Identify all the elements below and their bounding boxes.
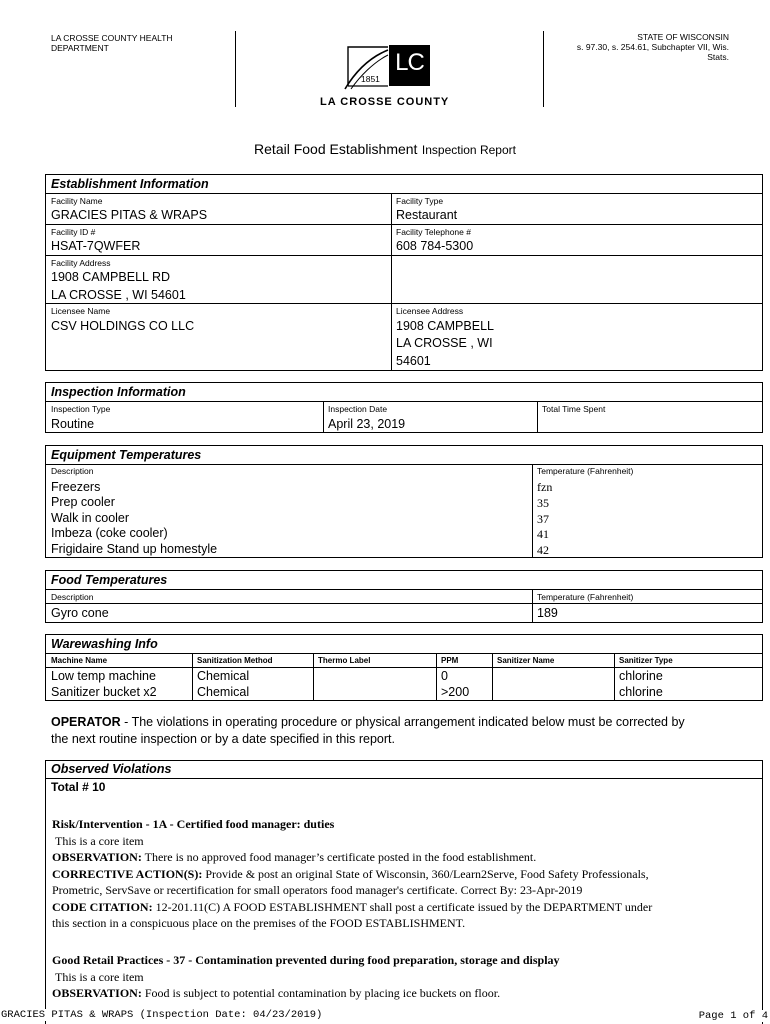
licensee-address-line2: LA CROSSE , WI	[396, 336, 493, 350]
observation-label: OBSERVATION:	[52, 986, 142, 1000]
logo-county-name: LA CROSSE COUNTY	[320, 96, 450, 108]
column-divider	[313, 653, 314, 701]
header-thermo-label: Thermo Label	[318, 656, 371, 665]
facility-phone: 608 784-5300	[396, 239, 474, 253]
equipment-temp: 42	[537, 543, 549, 557]
statute-reference-end: Stats.	[707, 52, 729, 62]
food-temperatures-section	[45, 570, 763, 623]
violation-observation	[52, 849, 757, 866]
facility-address-line1: 1908 CAMPBELL RD	[51, 270, 171, 284]
equipment-temp: 41	[537, 527, 549, 541]
logo-year: 1851	[361, 74, 380, 84]
warewashing-title: Warewashing Info	[51, 637, 158, 651]
column-divider	[492, 653, 493, 701]
violation-corrective-action	[52, 866, 757, 883]
operator-notice	[51, 714, 751, 748]
state-name: STATE OF WISCONSIN	[637, 32, 729, 42]
inspection-type: Routine	[51, 417, 95, 431]
county-logo	[318, 44, 464, 114]
facility-id-label: Facility ID #	[51, 227, 96, 237]
warewash-sanitizer-type: chlorine	[619, 669, 663, 683]
divider	[46, 589, 762, 590]
equipment-desc: Prep cooler	[51, 495, 115, 509]
inspection-date-label: Inspection Date	[328, 404, 388, 414]
licensee-name: CSV HOLDINGS CO LLC	[51, 319, 195, 333]
warewash-ppm: 0	[441, 669, 448, 683]
operator-label: OPERATOR	[51, 715, 121, 729]
header-divider-right	[543, 31, 544, 107]
corrective-action-text-cont: Prometric, ServSave or recertification for small operators food manager's certificate. Correct By: 23-Apr-2019	[52, 883, 583, 897]
department-name-line1: LA CROSSE COUNTY HEALTH	[51, 33, 173, 43]
column-divider	[323, 401, 324, 433]
violations-title: Observed Violations	[51, 762, 172, 776]
equipment-temp: 35	[537, 496, 549, 510]
facility-type: Restaurant	[396, 208, 458, 222]
facility-name: GRACIES PITAS & WRAPS	[51, 208, 208, 222]
food-desc: Gyro cone	[51, 606, 109, 620]
column-divider	[532, 464, 533, 558]
inspection-date: April 23, 2019	[328, 417, 406, 431]
divider	[46, 224, 762, 225]
equipment-desc: Walk in cooler	[51, 511, 130, 525]
column-divider	[532, 589, 533, 623]
establishment-title: Establishment Information	[51, 177, 209, 191]
violations-total: Total # 10	[51, 780, 106, 794]
licensee-name-label: Licensee Name	[51, 306, 111, 316]
equipment-desc: Frigidaire Stand up homestyle	[51, 542, 218, 556]
licensee-address-label: Licensee Address	[396, 306, 464, 316]
column-divider	[436, 653, 437, 701]
facility-address-label: Facility Address	[51, 258, 111, 268]
licensee-address-line3: 54601	[396, 354, 431, 368]
divider	[46, 255, 762, 256]
logo-letters: LC	[395, 49, 424, 76]
divider	[46, 653, 762, 654]
equipment-row	[51, 525, 168, 541]
statute-reference: s. 97.30, s. 254.61, Subchapter VII, Wis.	[576, 42, 729, 52]
equipment-temp: 37	[537, 512, 549, 526]
food-title: Food Temperatures	[51, 573, 168, 587]
corrective-action-text: Provide & post an original State of Wisconsin, 360/Learn2Serve, Food Safety Professionals,	[202, 866, 649, 881]
warewash-machine: Sanitizer bucket x2	[51, 685, 157, 699]
equipment-row	[51, 541, 217, 557]
divider	[46, 401, 762, 402]
violation-item	[52, 816, 757, 932]
observation-text: Food is subject to potential contamination by placing ice buckets on floor.	[141, 986, 501, 1000]
footer-page-number: Page 1 of 4	[698, 1010, 768, 1022]
column-divider	[537, 401, 538, 433]
corrective-action-label: CORRECTIVE ACTION(S):	[52, 866, 203, 881]
violation-code-citation	[52, 899, 757, 916]
equipment-desc-header: Description	[51, 466, 94, 476]
operator-notice-line1	[51, 714, 751, 731]
facility-name-label: Facility Name	[51, 196, 103, 206]
operator-text: - The violations in operating procedure or physical arrangement indicated below must be corrected by	[120, 715, 685, 729]
violation-core: This is a core item	[55, 969, 144, 984]
facility-phone-label: Facility Telephone #	[396, 227, 471, 237]
header-sanitizer-type: Sanitizer Type	[619, 656, 673, 665]
facility-address-line2: LA CROSSE , WI 54601	[51, 288, 186, 302]
observation-label: OBSERVATION:	[52, 850, 142, 864]
code-citation-text: 12-201.11(C) A FOOD ESTABLISHMENT shall post a certificate issued by the DEPARTMENT under	[152, 899, 653, 914]
footer-document-name: GRACIES PITAS & WRAPS (Inspection Date: 04/23/2019)	[1, 1009, 323, 1021]
violation-heading: Risk/Intervention - 1A - Certified food manager: duties	[52, 817, 335, 831]
header-machine-name: Machine Name	[51, 656, 108, 665]
food-temp-header: Temperature (Fahrenheit)	[537, 592, 634, 602]
equipment-desc: Imbeza (coke cooler)	[51, 526, 168, 540]
report-title	[0, 141, 770, 159]
licensee-address-line1: 1908 CAMPBELL	[396, 319, 494, 333]
equipment-temp-header: Temperature (Fahrenheit)	[537, 466, 634, 476]
header-sanitization-method: Sanitization Method	[197, 656, 273, 665]
report-title-main: Retail Food Establishment	[254, 141, 418, 157]
column-divider	[614, 653, 615, 701]
header-sanitizer-name: Sanitizer Name	[497, 656, 555, 665]
violation-observation	[52, 985, 757, 1002]
equipment-temperatures-section	[45, 445, 763, 558]
equipment-desc: Freezers	[51, 480, 101, 494]
violation-item	[52, 952, 757, 1002]
observation-text: There is no approved food manager’s certificate posted in the food establishment.	[141, 850, 537, 864]
inspection-title: Inspection Information	[51, 385, 186, 399]
equipment-title: Equipment Temperatures	[51, 448, 202, 462]
warewash-ppm: >200	[441, 685, 470, 699]
warewash-method: Chemical	[197, 685, 250, 699]
facility-type-label: Facility Type	[396, 196, 444, 206]
food-desc-header: Description	[51, 592, 94, 602]
divider	[46, 778, 762, 779]
facility-id: HSAT-7QWFER	[51, 239, 141, 253]
equipment-row	[51, 510, 129, 526]
inspection-section	[45, 382, 763, 433]
state-statute	[577, 32, 729, 62]
divider	[46, 303, 762, 304]
violations-section	[45, 760, 763, 1024]
operator-notice-line2: the next routine inspection or by a date specified in this report.	[51, 732, 395, 746]
violation-core: This is a core item	[55, 833, 144, 848]
warewashing-section	[45, 634, 763, 701]
warewash-method: Chemical	[197, 669, 250, 683]
total-time-label: Total Time Spent	[542, 404, 606, 414]
column-divider	[192, 653, 193, 701]
equipment-temp: fzn	[537, 480, 553, 494]
header-ppm: PPM	[441, 656, 459, 665]
food-temp: 189	[537, 606, 558, 620]
department-name-line2: DEPARTMENT	[51, 43, 109, 53]
equipment-row	[51, 479, 100, 495]
department-name	[51, 33, 173, 53]
code-citation-label: CODE CITATION:	[52, 899, 153, 914]
divider	[46, 603, 762, 604]
warewash-machine: Low temp machine	[51, 669, 156, 683]
header-divider-left	[235, 31, 236, 107]
column-divider	[391, 193, 392, 371]
establishment-section	[45, 174, 763, 371]
inspection-type-label: Inspection Type	[51, 404, 111, 414]
report-title-sub: Inspection Report	[421, 143, 516, 157]
equipment-row	[51, 494, 115, 510]
warewash-sanitizer-type: chlorine	[619, 685, 663, 699]
divider	[46, 193, 762, 194]
code-citation-text-cont: this section in a conspicuous place on the premises of the FOOD ESTABLISHMENT.	[52, 916, 466, 930]
divider	[46, 464, 762, 465]
violation-heading: Good Retail Practices - 37 - Contamination prevented during food preparation, storage and display	[52, 953, 560, 967]
